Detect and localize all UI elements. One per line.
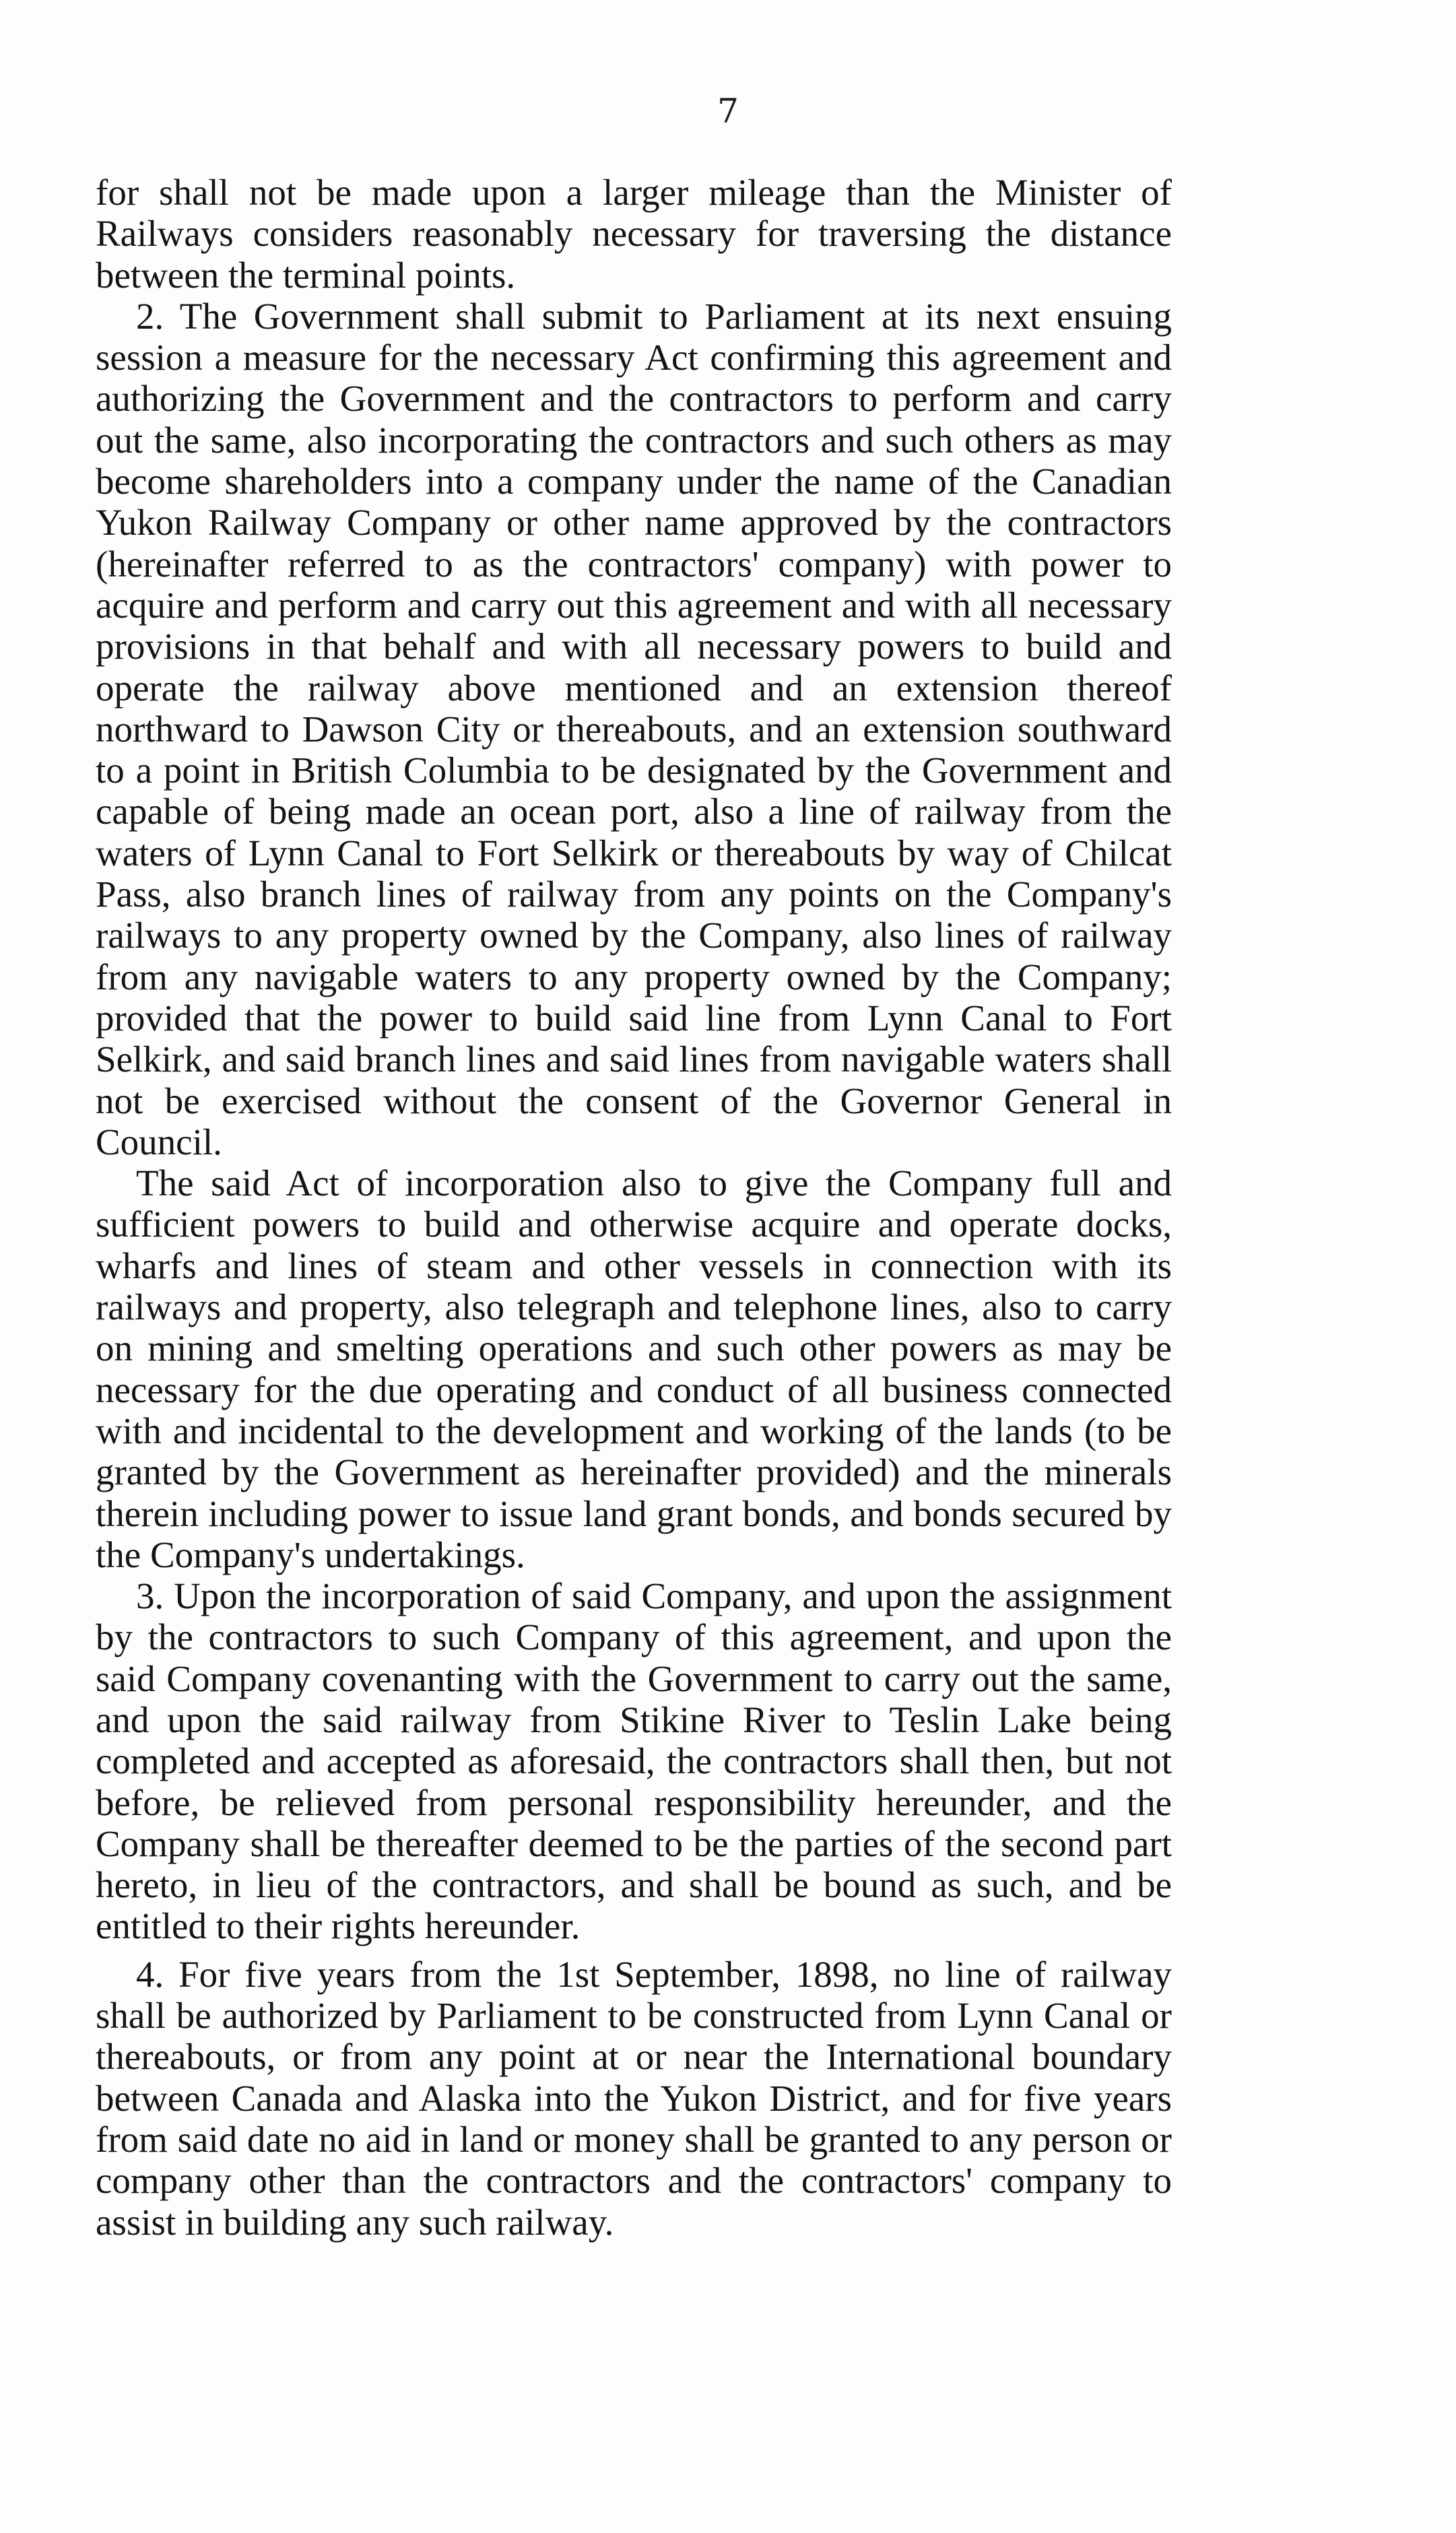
page-number: 7 xyxy=(717,92,739,131)
paragraph-section-2: 2. The Government shall submit to Parliament at its next ensuing session a measure for the necessary Act confirming this agreement and authorizing the Government and the contractors to perform and carry out the same, also incorporating the contractors and such others as may become shareholders into a company under the name of the Canadian Yukon Railway Company or other name approved by the contractors (hereinafter referred to as the contractors' company) with power to acquire and perform and carry out this agreement and with all necessary provisions in that behalf and with all necessary powers to build and operate the railway above mentioned and an extension thereof northward to Dawson City or thereabouts, and an extension southward to a point in British Columbia to be designated by the Government and capable of being made an ocean port, also a line of railway from the waters of Lynn Canal to Fort Selkirk or thereabouts by way of Chilcat Pass, also branch lines of railway from any points on the Company's railways to any property owned by the Company, also lines of railway from any navigable waters to any property owned by the Company; provided that the power to build said line from Lynn Canal to Fort Selkirk, and said branch lines and said lines from navigable waters shall not be exercised without the consent of the Governor General in Council. xyxy=(96,295,1172,1162)
paragraph-continuation: for shall not be made upon a larger mileage than the Minister of Railways considers reasonably necessary for traversing the distance between the terminal points. xyxy=(96,172,1172,296)
body-text xyxy=(96,172,1172,2243)
paragraph-section-3: 3. Upon the incorporation of said Company, and upon the assignment by the contractors to such Company of this agreement, and upon the said Company covenanting with the Government to carry out the same, and upon the said railway from Stikine River to Teslin Lake being completed and accepted as aforesaid, the contractors shall then, but not before, be relieved from personal responsibility hereunder, and the Company shall be thereafter deemed to be the parties of the second part hereto, in lieu of the contractors, and shall be bound as such, and be entitled to their rights hereunder. xyxy=(96,1575,1172,1947)
paragraph-section-4: 4. For five years from the 1st September, 1898, no line of railway shall be authorized by Parliament to be constructed from Lynn Canal or thereabouts, or from any point at or near the International boundary between Canada and Alaska into the Yukon District, and for five years from said date no aid in land or money shall be granted to any person or company other than the contractors and the contractors' company to assist in building any such railway. xyxy=(96,1953,1172,2243)
paragraph-act-of-incorporation: The said Act of incorporation also to give the Company full and sufficient powers to build and otherwise acquire and operate docks, wharfs and lines of steam and other vessels in connection with its railways and property, also telegraph and telephone lines, also to carry on mining and smelting operations and such other powers as may be necessary for the due operating and conduct of all business connected with and incidental to the development and working of the lands (to be granted by the Government as hereinafter provided) and the minerals therein including power to issue land grant bonds, and bonds secured by the Company's undertakings. xyxy=(96,1162,1172,1575)
